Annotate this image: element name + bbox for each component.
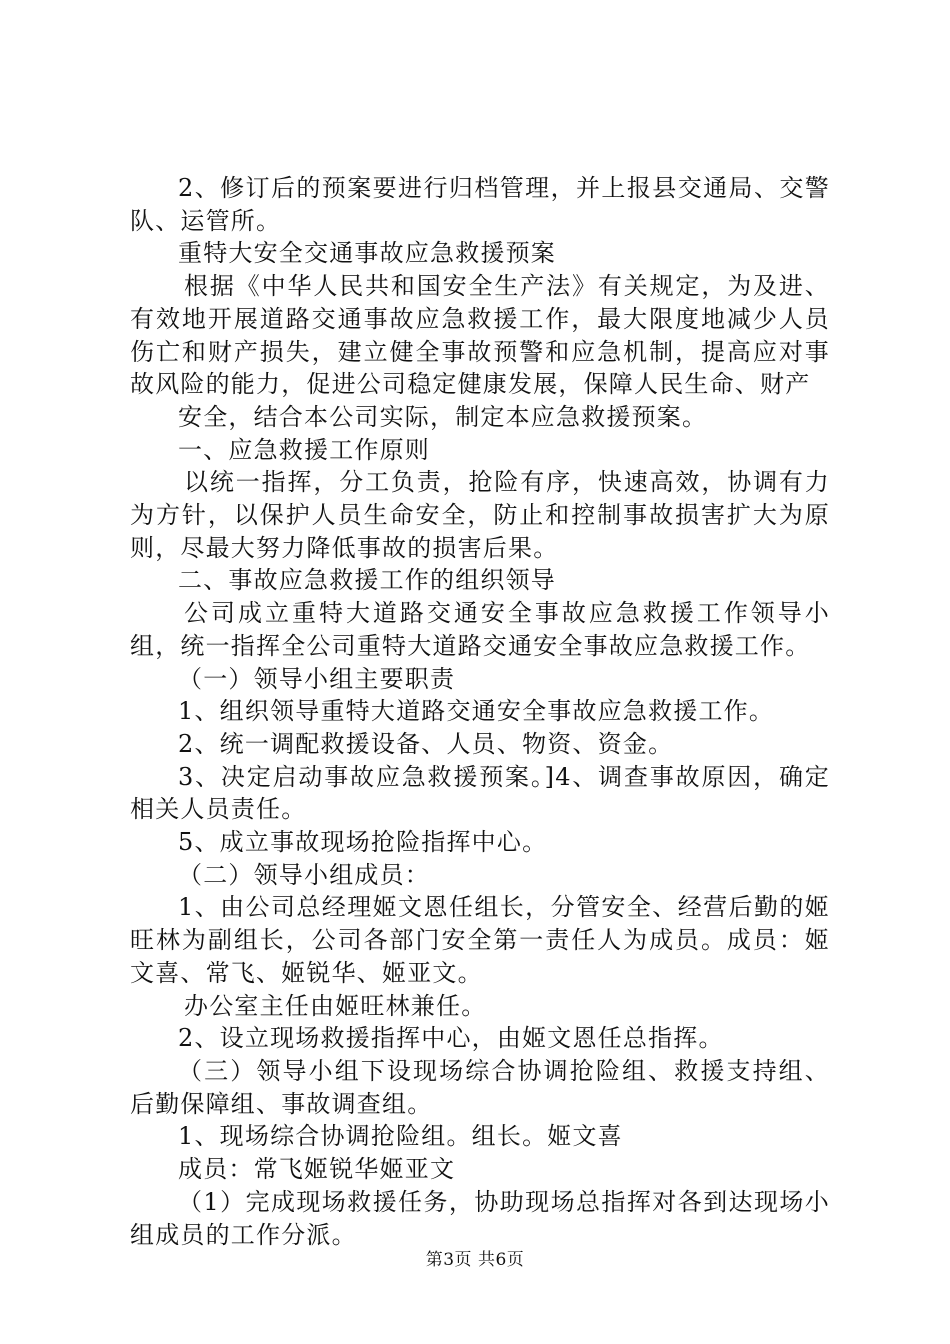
paragraph-basis-continued: 安全，结合本公司实际，制定本应急救援预案。 <box>178 402 708 431</box>
heading-organization: 二、事故应急救援工作的组织领导 <box>178 566 556 595</box>
group-members: 成员：常飞姬锐华姬亚文 <box>178 1155 456 1184</box>
duty-item-5: 5、成立事故现场抢险指挥中心。 <box>178 828 548 857</box>
subheading-members: （二）领导小组成员： <box>178 860 430 889</box>
duty-item-1: 1、组织领导重特大道路交通安全事故应急救援工作。 <box>178 697 775 726</box>
duty-item-3: 3、决定启动事故应急救援预案。]4、调查事故原因，确定相关人员责任。 <box>130 762 830 824</box>
subheading-duties: （一）领导小组主要职责 <box>178 664 456 693</box>
page-number: 第3页 共6页 <box>425 1250 525 1270</box>
section-title: 重特大安全交通事故应急救援预案 <box>178 239 556 268</box>
group-task-1: （1）完成现场救援任务，协助现场总指挥对各到达现场小组成员的工作分派。 <box>130 1187 830 1249</box>
paragraph-principles: 以统一指挥，分工负责，抢险有序，快速高效，协调有力为方针，以保护人员生命安全，防止和控制事故损害扩大为原则，尽最大努力降低事故的损害后果。 <box>130 468 830 562</box>
subheading-groups: （三）领导小组下设现场综合协调抢险组、救援支持组、后勤保障组、事故调查组。 <box>130 1056 830 1118</box>
office-director: 办公室主任由姬旺林兼任。 <box>184 991 487 1020</box>
duty-item-2: 2、统一调配救援设备、人员、物资、资金。 <box>178 729 674 758</box>
members-item-1: 1、由公司总经理姬文恩任组长，分管安全、经营后勤的姬旺林为副组长，公司各部门安全第一责任人为成员。成员：姬文喜、常飞、姬锐华、姬亚文。 <box>130 893 830 987</box>
paragraph-archive-management: 2、修订后的预案要进行归档管理，并上报县交通局、交警队、运管所。 <box>130 174 830 235</box>
paragraph-basis: 根据《中华人民共和国安全生产法》有关规定，为及进、有效地开展道路交通事故应急救援工作，最大限度地减少人员伤亡和财产损失，建立健全事故预警和应急机制，提高应对事故风险的能力，促进公司稳定健康发展，保障人民生命、财产 <box>130 272 830 399</box>
group-item-1: 1、现场综合协调抢险组。组长。姬文喜 <box>178 1122 623 1151</box>
members-item-2: 2、设立现场救援指挥中心，由姬文恩任总指挥。 <box>178 1024 724 1053</box>
paragraph-organization: 公司成立重特大道路交通安全事故应急救援工作领导小组，统一指挥全公司重特大道路交通安全事故应急救援工作。 <box>130 599 830 660</box>
heading-principles: 一、应急救援工作原则 <box>178 435 430 464</box>
document-body <box>130 172 830 1251</box>
